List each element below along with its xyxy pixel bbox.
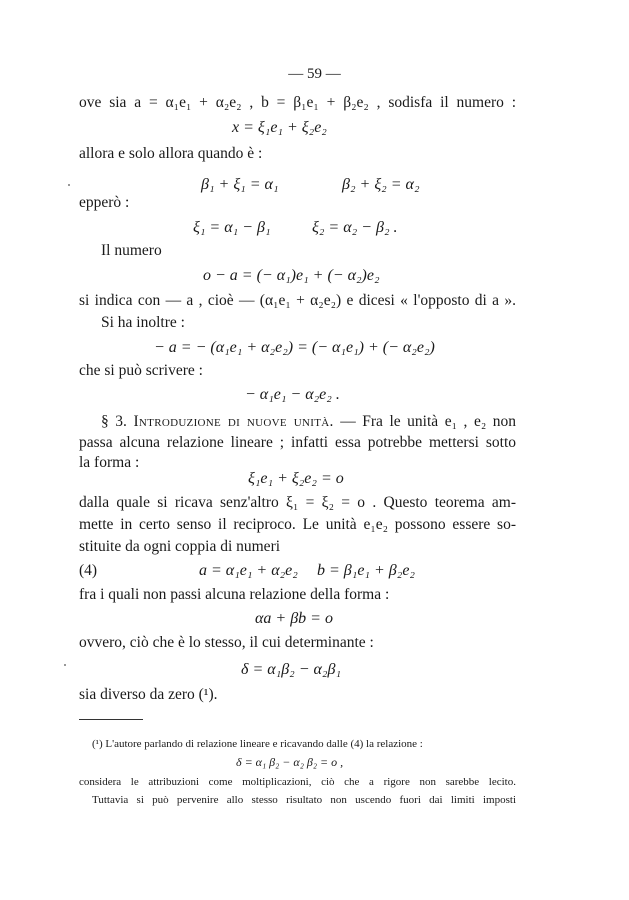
equation: x = ξ₁e₁ + ξ₂e₂ [232, 119, 327, 136]
equation: β₂ + ξ₂ = α₂ [342, 176, 420, 193]
text-line: si indica con — a , cioè — (α₁e₁ + α₂e₂) e dicesi « l'opposto di a ». [79, 292, 516, 309]
page-number: — 59 — [288, 66, 341, 82]
section-title: Introduzione di nuove unità. [133, 413, 334, 430]
text-line: passa alcuna relazione lineare ; infatti essa potrebbe mettersi sotto [79, 434, 516, 451]
text-line: epperò : [79, 194, 130, 211]
margin-speck [64, 664, 66, 666]
text-line: sia diverso da zero (¹). [79, 686, 218, 703]
footnote-equation: δ = α₁ β₂ − α₂ β₂ = o , [236, 755, 344, 769]
equation: b = β₁e₁ + β₂e₂ [317, 562, 415, 579]
section-heading [101, 413, 516, 431]
text-line: la forma : [79, 454, 140, 471]
text-line: allora e solo allora quando è : [79, 145, 263, 162]
text-line: stituite da ogni coppia di numeri [79, 538, 281, 555]
section-text: — Fra le unità e₁ , e₂ non [340, 413, 517, 430]
equation: β₁ + ξ₁ = α₁ [201, 176, 279, 193]
footnote-line: considera le attribuzioni come moltiplicazioni, ciò che a rigore non sarebbe lecito. [79, 776, 516, 788]
equation: − a = − (α₁e₁ + α₂e₂) = (− α₁e₁) + (− α₂e₂) [154, 339, 435, 356]
equation: ξ₁e₁ + ξ₂e₂ = o [248, 470, 344, 487]
margin-speck [68, 184, 70, 186]
equation: δ = α₁β₂ − α₂β₁ [241, 661, 342, 678]
text-line: mette in certo senso il reciproco. Le unità e₁e₂ possono essere so- [79, 516, 516, 533]
equation: a = α₁e₁ + α₂e₂ [199, 562, 298, 579]
text-line: ovvero, ciò che è lo stesso, il cui determinante : [79, 634, 374, 651]
equation: o − a = (− α₁)e₁ + (− α₂)e₂ [203, 267, 380, 284]
text-line: Si ha inoltre : [101, 314, 185, 331]
text-line: Il numero [101, 242, 162, 259]
equation-number: (4) [79, 562, 98, 579]
footnote-line: Tuttavia si può pervenire allo stesso risultato non uscendo fuori dai limiti imposti [92, 794, 516, 806]
section-number: § 3. [101, 413, 127, 430]
equation: αa + βb = o [255, 610, 333, 627]
equation: − α₁e₁ − α₂e₂ . [245, 386, 340, 403]
text-line: ove sia a = α₁e₁ + α₂e₂ , b = β₁e₁ + β₂e₂ , sodisfa il numero : [79, 94, 516, 111]
text-line: che si può scrivere : [79, 362, 203, 379]
equation: ξ₁ = α₁ − β₁ [193, 219, 271, 236]
text-line: fra i quali non passi alcuna relazione della forma : [79, 586, 390, 603]
equation: ξ₂ = α₂ − β₂ . [312, 219, 398, 236]
text-line: dalla quale si ricava senz'altro ξ₁ = ξ₂ = o . Questo teorema am- [79, 494, 516, 511]
footnote-line: (¹) L'autore parlando di relazione lineare e ricavando dalle (4) la relazione : [92, 738, 423, 750]
footnote-divider [79, 719, 143, 720]
